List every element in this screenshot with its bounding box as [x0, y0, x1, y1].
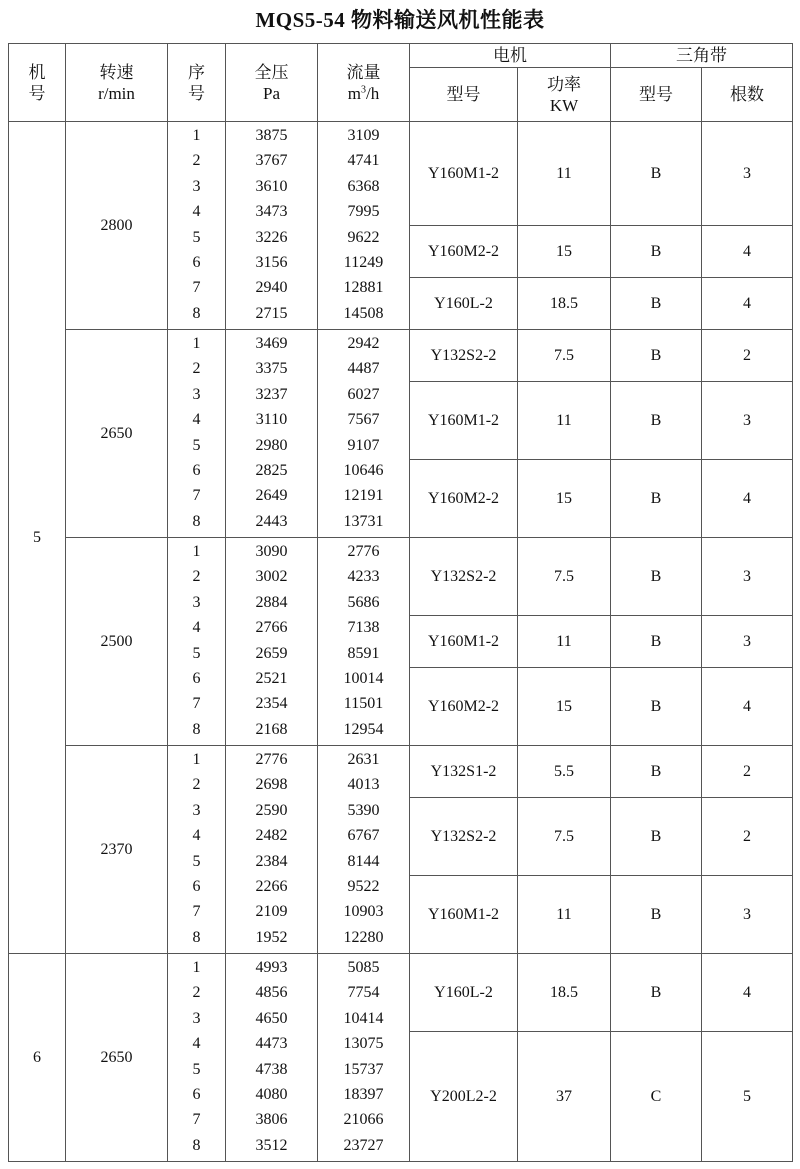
flow-value: 13731 — [343, 512, 384, 530]
motor-power-cell: 11 — [518, 122, 611, 226]
performance-table — [8, 43, 793, 1162]
pressure-value: 2649 — [255, 487, 288, 505]
pressure-value: 3237 — [255, 385, 288, 403]
pressure-value: 1952 — [255, 928, 288, 946]
seq-value: 4 — [192, 619, 201, 637]
belt-model-cell: C — [611, 1032, 702, 1162]
seq-value: 3 — [192, 801, 201, 819]
flow-value: 10014 — [343, 670, 384, 688]
seq-value: 1 — [192, 543, 201, 560]
motor-model-cell: Y160M1-2 — [410, 876, 518, 954]
seq-value: 2 — [192, 152, 201, 170]
belt-count-cell: 4 — [702, 954, 793, 1032]
seq-value: 4 — [192, 827, 201, 845]
flow-value: 8591 — [347, 644, 380, 662]
seq-value: 8 — [192, 304, 201, 322]
pressure-value: 3469 — [255, 335, 288, 352]
seq-value: 7 — [192, 903, 201, 921]
motor-power-cell: 15 — [518, 460, 611, 538]
motor-power-cell: 11 — [518, 876, 611, 954]
pressure-value: 4080 — [255, 1086, 288, 1104]
seq-cell — [168, 746, 226, 954]
seq-value: 4 — [192, 203, 201, 221]
pressure-value: 2884 — [255, 593, 288, 611]
header-motor-model: 型号 — [410, 68, 518, 122]
seq-value: 6 — [192, 254, 201, 272]
flow-value: 5085 — [347, 959, 380, 976]
flow-cell — [318, 330, 410, 538]
speed-cell: 2650 — [66, 954, 168, 1162]
flow-cell — [318, 122, 410, 330]
header-seq: 序 号 — [168, 44, 226, 122]
seq-value: 8 — [192, 928, 201, 946]
seq-value: 1 — [192, 751, 201, 768]
flow-value: 15737 — [343, 1060, 384, 1078]
motor-power-cell: 18.5 — [518, 278, 611, 330]
flow-value: 18397 — [343, 1086, 384, 1104]
pressure-value: 3473 — [255, 203, 288, 221]
motor-power-cell: 7.5 — [518, 798, 611, 876]
motor-model-cell: Y160M2-2 — [410, 226, 518, 278]
pressure-cell — [226, 746, 318, 954]
motor-power-cell: 15 — [518, 226, 611, 278]
page-title: MQS5-54 物料输送风机性能表 — [255, 8, 545, 32]
belt-model-cell: B — [611, 876, 702, 954]
motor-model-cell: Y132S2-2 — [410, 330, 518, 382]
flow-value: 2776 — [347, 543, 380, 560]
pressure-value: 3090 — [255, 543, 288, 560]
flow-value: 3109 — [347, 127, 380, 144]
pressure-value: 3226 — [255, 228, 288, 246]
motor-model-cell: Y160M1-2 — [410, 122, 518, 226]
flow-cell — [318, 538, 410, 746]
pressure-value: 2443 — [255, 512, 288, 530]
flow-value: 5686 — [347, 593, 380, 611]
speed-cell: 2500 — [66, 538, 168, 746]
seq-value: 7 — [192, 279, 201, 297]
pressure-value: 4993 — [255, 959, 288, 976]
motor-model-cell: Y132S2-2 — [410, 798, 518, 876]
flow-value: 14508 — [343, 304, 384, 322]
pressure-value: 2482 — [255, 827, 288, 845]
belt-model-cell: B — [611, 226, 702, 278]
belt-model-cell: B — [611, 538, 702, 616]
seq-value: 2 — [192, 776, 201, 794]
motor-power-cell: 11 — [518, 382, 611, 460]
pressure-value: 3875 — [255, 127, 288, 144]
machine-no-cell: 5 — [9, 122, 66, 954]
machine-no-cell: 6 — [9, 954, 66, 1162]
header-belt-model: 型号 — [611, 68, 702, 122]
seq-value: 3 — [192, 1009, 201, 1027]
flow-value: 4233 — [347, 568, 380, 586]
belt-count-cell: 5 — [702, 1032, 793, 1162]
belt-model-cell: B — [611, 954, 702, 1032]
flow-value: 7995 — [347, 203, 380, 221]
pressure-value: 2109 — [255, 903, 288, 921]
seq-value: 3 — [192, 593, 201, 611]
flow-value: 6368 — [347, 177, 380, 195]
seq-value: 6 — [192, 1086, 201, 1104]
pressure-value: 4738 — [255, 1060, 288, 1078]
flow-value: 2631 — [347, 751, 380, 768]
speed-cell: 2800 — [66, 122, 168, 330]
seq-cell — [168, 538, 226, 746]
belt-count-cell: 3 — [702, 876, 793, 954]
motor-power-cell: 5.5 — [518, 746, 611, 798]
pressure-value: 3156 — [255, 254, 288, 272]
belt-model-cell: B — [611, 798, 702, 876]
motor-power-cell: 37 — [518, 1032, 611, 1162]
header-motor: 电机 — [410, 44, 611, 68]
belt-count-cell: 2 — [702, 798, 793, 876]
flow-value: 9622 — [347, 228, 380, 246]
motor-model-cell: Y160M2-2 — [410, 668, 518, 746]
pressure-value: 2776 — [255, 751, 288, 768]
belt-model-cell: B — [611, 382, 702, 460]
header-motor-power: 功率 KW — [518, 68, 611, 122]
pressure-cell — [226, 330, 318, 538]
flow-value: 13075 — [343, 1035, 384, 1053]
flow-value: 10414 — [343, 1009, 384, 1027]
pressure-value: 2766 — [255, 619, 288, 637]
seq-value: 4 — [192, 1035, 201, 1053]
belt-count-cell: 3 — [702, 122, 793, 226]
belt-model-cell: B — [611, 330, 702, 382]
seq-value: 2 — [192, 360, 201, 378]
pressure-value: 3110 — [255, 411, 288, 429]
seq-value: 5 — [192, 228, 201, 246]
speed-cell: 2650 — [66, 330, 168, 538]
seq-value: 2 — [192, 568, 201, 586]
flow-value: 4741 — [347, 152, 380, 170]
seq-value: 4 — [192, 411, 201, 429]
seq-value: 8 — [192, 512, 201, 530]
motor-power-cell: 18.5 — [518, 954, 611, 1032]
seq-value: 2 — [192, 984, 201, 1002]
flow-value: 10903 — [343, 903, 384, 921]
pressure-value: 2266 — [255, 878, 288, 896]
table-row — [9, 330, 793, 382]
belt-count-cell: 4 — [702, 226, 793, 278]
header-flow: 流量 $m^3/h$ — [318, 44, 410, 122]
motor-power-cell: 7.5 — [518, 330, 611, 382]
header-pressure: 全压 Pa — [226, 44, 318, 122]
seq-value: 6 — [192, 670, 201, 688]
pressure-value: 3512 — [255, 1136, 288, 1154]
seq-value: 7 — [192, 487, 201, 505]
pressure-value: 4650 — [255, 1009, 288, 1027]
seq-value: 5 — [192, 644, 201, 662]
table-row — [9, 122, 793, 226]
motor-power-cell: 7.5 — [518, 538, 611, 616]
flow-value: 21066 — [343, 1111, 384, 1129]
seq-value: 5 — [192, 1060, 201, 1078]
header-machine-no: 机 号 — [9, 44, 66, 122]
motor-model-cell: Y160M2-2 — [410, 460, 518, 538]
header-belt-count: 根数 — [702, 68, 793, 122]
belt-model-cell: B — [611, 746, 702, 798]
belt-count-cell: 3 — [702, 382, 793, 460]
flow-value: 6767 — [347, 827, 380, 845]
motor-power-cell: 11 — [518, 616, 611, 668]
seq-cell — [168, 330, 226, 538]
motor-power-cell: 15 — [518, 668, 611, 746]
belt-count-cell: 4 — [702, 460, 793, 538]
flow-value: 9522 — [347, 878, 380, 896]
header-belt: 三角带 — [611, 44, 793, 68]
flow-value: 7138 — [347, 619, 380, 637]
seq-value: 7 — [192, 695, 201, 713]
seq-cell — [168, 954, 226, 1162]
motor-model-cell: Y160M1-2 — [410, 616, 518, 668]
flow-value: 6027 — [347, 385, 380, 403]
pressure-value: 2521 — [255, 670, 288, 688]
belt-model-cell: B — [611, 616, 702, 668]
pressure-value: 3806 — [255, 1111, 288, 1129]
motor-model-cell: Y160M1-2 — [410, 382, 518, 460]
belt-model-cell: B — [611, 460, 702, 538]
pressure-value: 4856 — [255, 984, 288, 1002]
pressure-value: 3002 — [255, 568, 288, 586]
table-row — [9, 954, 793, 1032]
seq-value: 5 — [192, 852, 201, 870]
pressure-value: 4473 — [255, 1035, 288, 1053]
pressure-value: 2354 — [255, 695, 288, 713]
seq-value: 8 — [192, 720, 201, 738]
motor-model-cell: Y132S2-2 — [410, 538, 518, 616]
belt-model-cell: B — [611, 278, 702, 330]
motor-model-cell: Y160L-2 — [410, 278, 518, 330]
belt-count-cell: 3 — [702, 616, 793, 668]
motor-model-cell: Y160L-2 — [410, 954, 518, 1032]
flow-value: 12280 — [343, 928, 384, 946]
pressure-value: 2659 — [255, 644, 288, 662]
motor-model-cell: Y200L2-2 — [410, 1032, 518, 1162]
pressure-value: 2590 — [255, 801, 288, 819]
header-speed: 转速 r/min — [66, 44, 168, 122]
pressure-value: 2168 — [255, 720, 288, 738]
pressure-cell — [226, 538, 318, 746]
flow-value: 11501 — [343, 695, 384, 713]
seq-value: 1 — [192, 335, 201, 352]
flow-cell — [318, 954, 410, 1162]
pressure-value: 3767 — [255, 152, 288, 170]
belt-count-cell: 4 — [702, 278, 793, 330]
seq-value: 5 — [192, 436, 201, 454]
seq-value: 8 — [192, 1136, 201, 1154]
flow-value: 8144 — [347, 852, 380, 870]
pressure-value: 3375 — [255, 360, 288, 378]
flow-value: 9107 — [347, 436, 380, 454]
flow-value: 2942 — [347, 335, 380, 352]
flow-value: 23727 — [343, 1136, 384, 1154]
seq-value: 1 — [192, 959, 201, 976]
flow-value: 10646 — [343, 462, 384, 480]
flow-value: 12954 — [343, 720, 384, 738]
flow-value: 4013 — [347, 776, 380, 794]
pressure-value: 2715 — [255, 304, 288, 322]
pressure-value: 2980 — [255, 436, 288, 454]
pressure-value: 2825 — [255, 462, 288, 480]
speed-cell: 2370 — [66, 746, 168, 954]
pressure-value: 2698 — [255, 776, 288, 794]
pressure-cell — [226, 954, 318, 1162]
flow-value: 7567 — [347, 411, 380, 429]
motor-model-cell: Y132S1-2 — [410, 746, 518, 798]
flow-value: 12191 — [343, 487, 384, 505]
belt-model-cell: B — [611, 668, 702, 746]
belt-count-cell: 4 — [702, 668, 793, 746]
flow-value: 4487 — [347, 360, 380, 378]
table-row — [9, 746, 793, 798]
seq-value: 1 — [192, 127, 201, 144]
belt-count-cell: 3 — [702, 538, 793, 616]
belt-count-cell: 2 — [702, 746, 793, 798]
seq-value: 6 — [192, 462, 201, 480]
seq-cell — [168, 122, 226, 330]
belt-model-cell: B — [611, 122, 702, 226]
flow-cell — [318, 746, 410, 954]
pressure-value: 3610 — [255, 177, 288, 195]
table-row — [9, 538, 793, 616]
pressure-value: 2940 — [255, 279, 288, 297]
pressure-cell — [226, 122, 318, 330]
flow-value: 12881 — [343, 279, 384, 297]
seq-value: 7 — [192, 1111, 201, 1129]
pressure-value: 2384 — [255, 852, 288, 870]
flow-value: 7754 — [347, 984, 380, 1002]
flow-value: 11249 — [343, 254, 384, 272]
seq-value: 3 — [192, 177, 201, 195]
belt-count-cell: 2 — [702, 330, 793, 382]
flow-value: 5390 — [347, 801, 380, 819]
seq-value: 3 — [192, 385, 201, 403]
seq-value: 6 — [192, 878, 201, 896]
